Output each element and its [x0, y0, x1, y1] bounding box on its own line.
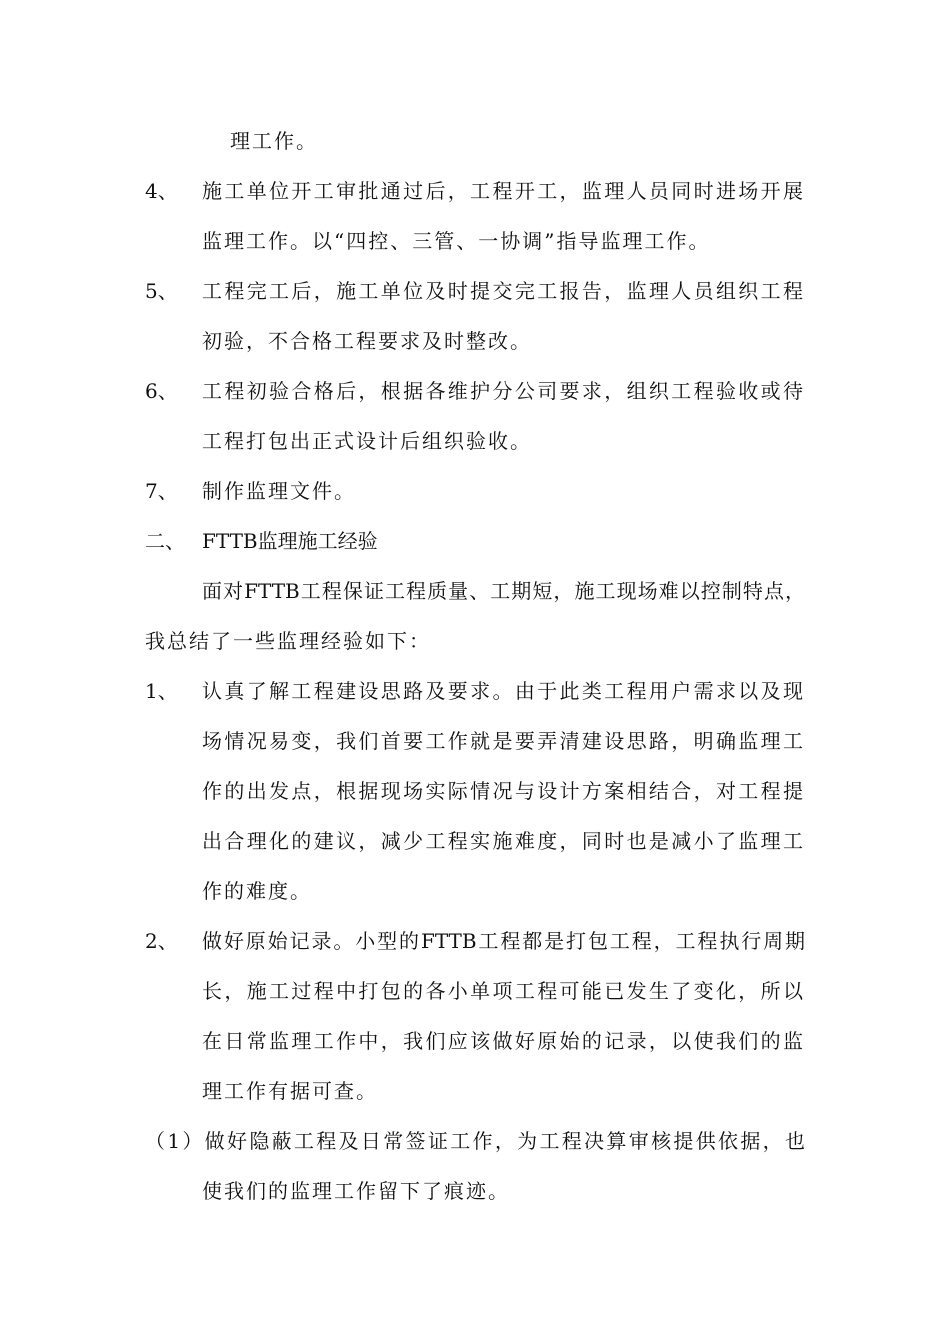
list-number: 1、 — [145, 679, 178, 703]
text-line: 初验，不合格工程要求及时整改。 — [202, 329, 532, 353]
text-line: 理工作有据可查。 — [202, 1079, 378, 1103]
text-line: 场情况易变，我们首要工作就是要弄清建设思路，明确监理工 — [202, 729, 805, 753]
list-number: 6、 — [145, 379, 178, 403]
text-line: 作的难度。 — [202, 879, 312, 903]
text-line: 在日常监理工作中，我们应该做好原始的记录，以使我们的监 — [202, 1029, 805, 1053]
text-line: 工程打包出正式设计后组织验收。 — [202, 429, 532, 453]
paragraph-line: 面对FTTB工程保证工程质量、工期短，施工现场难以控制特点， — [202, 579, 805, 603]
paragraph-line: 我总结了一些监理经验如下： — [145, 629, 431, 653]
sub-item-line: 使我们的监理工作留下了痕迹。 — [202, 1179, 510, 1203]
text-line: 作的出发点，根据现场实际情况与设计方案相结合，对工程提 — [202, 779, 805, 803]
section-number: 二、 — [145, 529, 185, 553]
list-number: 4、 — [145, 179, 178, 203]
text-line: 制作监理文件。 — [202, 479, 356, 503]
text-line: 施工单位开工审批通过后，工程开工，监理人员同时进场开展 — [202, 179, 805, 203]
text-line: 理工作。 — [230, 129, 318, 153]
sub-item-line: （1）做好隐蔽工程及日常签证工作，为工程决算审核提供依据，也 — [145, 1129, 805, 1153]
text-line: 出合理化的建议，减少工程实施难度，同时也是减小了监理工 — [202, 829, 805, 853]
list-number: 7、 — [145, 479, 178, 503]
text-line: 工程完工后，施工单位及时提交完工报告，监理人员组织工程 — [202, 279, 805, 303]
text-line: 工程初验合格后，根据各维护分公司要求，组织工程验收或待 — [202, 379, 805, 403]
list-number: 2、 — [145, 929, 178, 953]
text-line: 认真了解工程建设思路及要求。由于此类工程用户需求以及现 — [202, 679, 805, 703]
text-line: 做好原始记录。小型的FTTB工程都是打包工程，工程执行周期 — [202, 929, 805, 953]
list-number: 5、 — [145, 279, 178, 303]
section-heading: FTTB监理施工经验 — [202, 529, 378, 553]
text-line: 长，施工过程中打包的各小单项工程可能已发生了变化，所以 — [202, 979, 805, 1003]
text-line: 监理工作。以“四控、三管、一协调”指导监理工作。 — [202, 229, 711, 253]
